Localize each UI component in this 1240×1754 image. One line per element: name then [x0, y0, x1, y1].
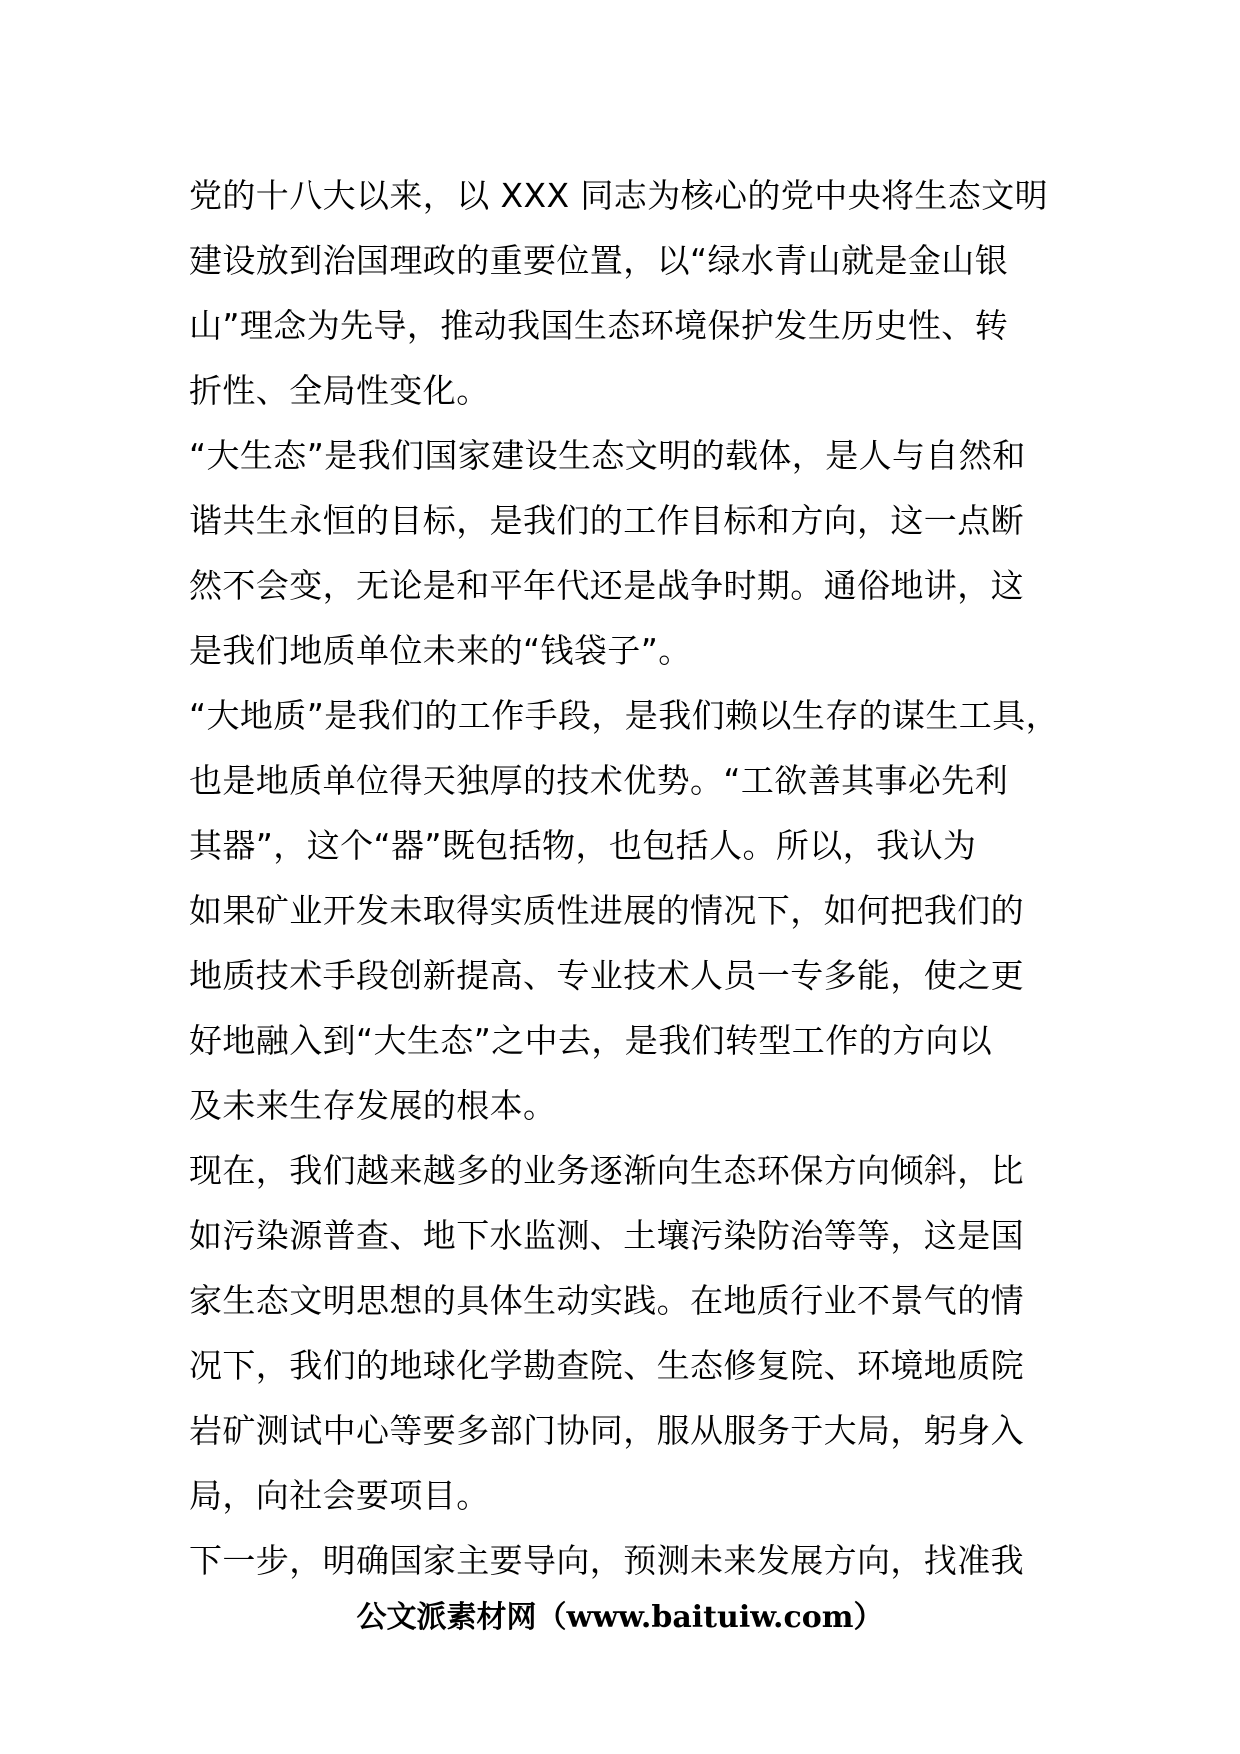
text-line: 局，向社会要项目。	[189, 1476, 490, 1515]
text-line: 现在，我们越来越多的业务逐渐向生态环保方向倾斜，比	[189, 1151, 1024, 1190]
text-line: 然不会变，无论是和平年代还是战争时期。通俗地讲，这	[189, 566, 1024, 605]
document-body	[189, 163, 1069, 1593]
text-line: 好地融入到“大生态”之中去，是我们转型工作的方向以	[189, 1021, 993, 1060]
text-line: “大生态”是我们国家建设生态文明的载体，是人与自然和	[189, 436, 1026, 475]
paragraph-1	[189, 163, 1069, 423]
text-line: 家生态文明思想的具体生动实践。在地质行业不景气的情	[189, 1281, 1024, 1320]
text-line: 下一步，明确国家主要导向，预测未来发展方向，找准我	[189, 1541, 1024, 1580]
text-line: 岩矿测试中心等要多部门协同，服从服务于大局，躬身入	[189, 1411, 1024, 1450]
text-line: 党的十八大以来，以 XXX 同志为核心的党中央将生态文明	[189, 176, 1049, 215]
text-line: 建设放到治国理政的重要位置，以“绿水青山就是金山银	[189, 241, 1009, 280]
text-line: “大地质”是我们的工作手段，是我们赖以生存的谋生工具，	[189, 696, 1059, 735]
text-line: 如果矿业开发未取得实质性进展的情况下，如何把我们的	[189, 891, 1024, 930]
text-line: 及未来生存发展的根本。	[189, 1086, 557, 1125]
text-line: 折性、全局性变化。	[189, 371, 490, 410]
text-line: 其器”，这个“器”既包括物，也包括人。所以，我认为	[189, 826, 977, 865]
text-line: 山”理念为先导，推动我国生态环境保护发生历史性、转	[189, 306, 1009, 345]
paragraph-2	[189, 423, 1069, 683]
text-line: 也是地质单位得天独厚的技术优势。“工欲善其事必先利	[189, 761, 1009, 800]
text-line: 如污染源普查、地下水监测、土壤污染防治等等，这是国	[189, 1216, 1024, 1255]
paragraph-4	[189, 1138, 1069, 1528]
text-line: 是我们地质单位未来的“钱袋子”。	[189, 631, 692, 670]
text-line: 谐共生永恒的目标，是我们的工作目标和方向，这一点断	[189, 501, 1024, 540]
footer-source: 公文派素材网（www.baituiw.com）	[356, 1600, 884, 1635]
text-line: 况下，我们的地球化学勘查院、生态修复院、环境地质院	[189, 1346, 1024, 1385]
text-line: 地质技术手段创新提高、专业技术人员一专多能，使之更	[189, 956, 1024, 995]
paragraph-5	[189, 1528, 1069, 1593]
paragraph-3	[189, 683, 1069, 1138]
